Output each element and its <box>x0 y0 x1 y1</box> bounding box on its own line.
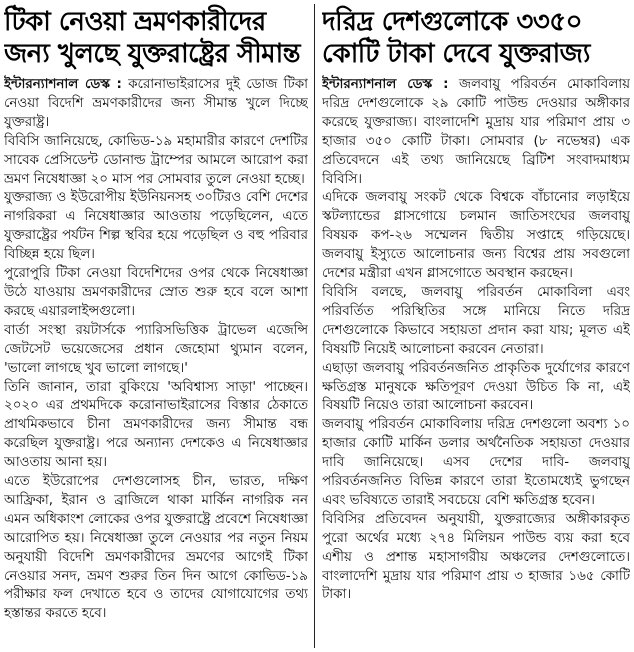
left-paragraph-3: যুক্তরাজ্য ও ইউরোপীয় ইউনিয়নসহ ৩০টিরও বেশি দেশের নাগরিকরা এ নিষেধাজ্ঞার আওতায় পড়েছিলেন, এতে যুক্তরাষ্ট্রের পর্যটন শিল্প স্থবির হয়ে পড়েছিল ও বহু পরিবার বিচ্ছিন্ন হয়ে ছিল। <box>4 190 308 263</box>
left-paragraph-1 <box>4 76 308 133</box>
right-paragraph-1-text: জলবায়ু পরিবর্তন মোকাবিলায় দরিদ্র দেশগুলোকে ২৯ কোটি পাউন্ড দেওয়ার অঙ্গীকার করেছে যুক্তরাজ্য। বাংলাদেশি মুদ্রায় যার পরিমাণ প্রায় ৩ হাজার ৩৫০ কোটি টাকা। সোমবার (৮ নভেম্বর) এক প্রতিবেদনে এই তথ্য জানিয়েছে ব্রিটিশ সংবাদমাধ্যম বিবিসি। <box>322 77 630 187</box>
left-paragraph-6: তিনি জানান, তারা বুকিংয়ে 'অবিশ্বাস্য সাড়া' পাচ্ছেন। ২০২০ এর প্রথমদিকে করোনাভাইরাসের বিস্তার ঠেকাতে প্রাথমিকভাবে চীনা ভ্রমণকারীদের জন্য সীমান্ত বন্ধ করেছিল যুক্তরাষ্ট্র। পরে অন্যান্য দেশকেও এ নিষেধাজ্ঞার আওতায় আনা হয়। <box>4 379 308 471</box>
left-paragraph-4: পুরোপুরি টিকা নেওয়া বিদেশিদের ওপর থেকে নিষেধাজ্ঞা উঠে যাওয়ায় ভ্রমণকারীদের স্রোত শুরু হবে বলে আশা করছে এয়ারলাইন্সগুলো। <box>4 266 308 319</box>
right-article <box>322 0 630 652</box>
left-desk-label: ইন্টারন্যাশনাল ডেস্ক : <box>4 77 122 92</box>
right-paragraph-3: বিবিসি বলছে, জলবায়ু পরিবর্তন মোকাবিলা এবং পরিবর্তিত পরিস্থিতির সঙ্গে মানিয়ে নিতে দরিদ্র দেশগুলোকে কিভাবে সহায়তা প্রদান করা যায়; মূলত এই বিষয়টি নিয়েই আলোচনা করবেন নেতারা। <box>322 284 630 357</box>
right-paragraph-5: জলবায়ু পরিবর্তন মোকাবিলায় দরিদ্র দেশগুলো অবশ্য ১০ হাজার কোটি মার্কিন ডলার অর্থনৈতিক সহায়তা দেওয়ার দাবি জানিয়েছে। এসব দেশের দাবি- জলবায়ু পরিবর্তনজনিত বিভিন্ন কারণে তারা ইতোমধ্যেই ভুগছেন এবং ভবিষ্যতে তারাই সবচেয়ে বেশি ক্ষতিগ্রস্ত হবেন। <box>322 417 630 508</box>
left-paragraph-1-text: করোনাভাইরাসের দুই ডোজ টিকা নেওয়া বিদেশি ভ্রমণকারীদের জন্য সীমান্ত খুলে দিচ্ছে যুক্তরাষ্ট্র। <box>4 77 308 130</box>
right-desk-label: ইন্টারন্যাশনাল ডেস্ক : <box>322 77 449 92</box>
left-paragraph-2: বিবিসি জানিয়েছে, কোভিড-১৯ মহামারীর কারণে দেশটির সাবেক প্রেসিডেন্ট ডোনাল্ড ট্রাম্পের আমলে আরোপ করা ভ্রমণ নিষেধাজ্ঞা ২০ মাস পর সোমবার তুলে নেওয়া হচ্ছে। <box>4 133 308 187</box>
left-article <box>4 0 308 652</box>
left-paragraph-7: এতে ইউরোপের দেশগুলোসহ চীন, ভারত, দক্ষিণ আফ্রিকা, ইরান ও ব্রাজিলে থাকা মার্কিন নাগরিক নন এমন অধিকাংশ লোকের ওপর যুক্তরাষ্ট্রে প্রবেশে নিষেধাজ্ঞা আরোপিত হয়। নিষেধাজ্ঞা তুলে নেওয়ার পর নতুন নিয়ম অনুযায়ী বিদেশি ভ্রমণকারীদের ভ্রমণের আগেই টিকা নেওয়ার সনদ, ভ্রমণ শুরুর তিন দিন আগে কোভিড-১৯ পরীক্ষার ফল দেখাতে হবে ও তাদের যোগাযোগের তথ্য হস্তান্তর করতে হবে। <box>4 474 308 622</box>
right-paragraph-1 <box>322 76 630 189</box>
left-headline: টিকা নেওয়া ভ্রমণকারীদের জন্য খুলছে যুক্তরাষ্ট্রের সীমান্ত <box>4 7 301 69</box>
right-headline: দরিদ্র দেশগুলোকে ৩৩৫০ কোটি টাকা দেবে যুক্তরাজ্য <box>322 7 590 69</box>
right-paragraph-6: বিবিসির প্রতিবেদন অনুযায়ী, যুক্তরাজ্যের অঙ্গীকারকৃত পুরো অর্থের মধ্যে ২৭৪ মিলিয়ন পাউন্ড ব্যয় করা হবে এশীয় ও প্রশান্ত মহাসাগরীয় অঞ্চলের দেশগুলোতে। বাংলাদেশি মুদ্রায় যার পরিমাণ প্রায় ৩ হাজার ১৬৫ কোটি টাকা। <box>322 511 630 603</box>
left-paragraph-5: বার্তা সংস্থা রয়টার্সকে প্যারিসভিত্তিক ট্রাভেল এজেন্সি জেটসেট ভয়েজেসের প্রধান জেহোমা থ্যুমান বলেন, 'ভালো লাগছে খুব ভালো লাগছে।' <box>4 322 308 376</box>
column-divider <box>314 4 315 648</box>
right-paragraph-2: এদিকে জলবায়ু সংকট থেকে বিশ্বকে বাঁচানোর লড়াইয়ে স্কটল্যান্ডের গ্লাসগোয়ে চলমান জাতিসংঘের জলবায়ু বিষয়ক কপ-২৬ সম্মেলন দ্বিতীয় সপ্তাহে গড়িয়েছে। জলবায়ু ইস্যুতে আলোচনার জন্য বিশ্বের প্রায় সবগুলো দেশের মন্ত্রীরা এখন গ্লাসগোতে অবস্থান করছেন। <box>322 190 630 282</box>
right-paragraph-4: এছাড়া জলবায়ু পরিবর্তনজনিত প্রাকৃতিক দুর্যোগের কারণে ক্ষতিগ্রস্ত মানুষকে ক্ষতিপূরণ দেওয়া উচিত কি না, এই বিষয়টি নিয়েও তারা আলোচনা করবেন। <box>322 360 630 414</box>
